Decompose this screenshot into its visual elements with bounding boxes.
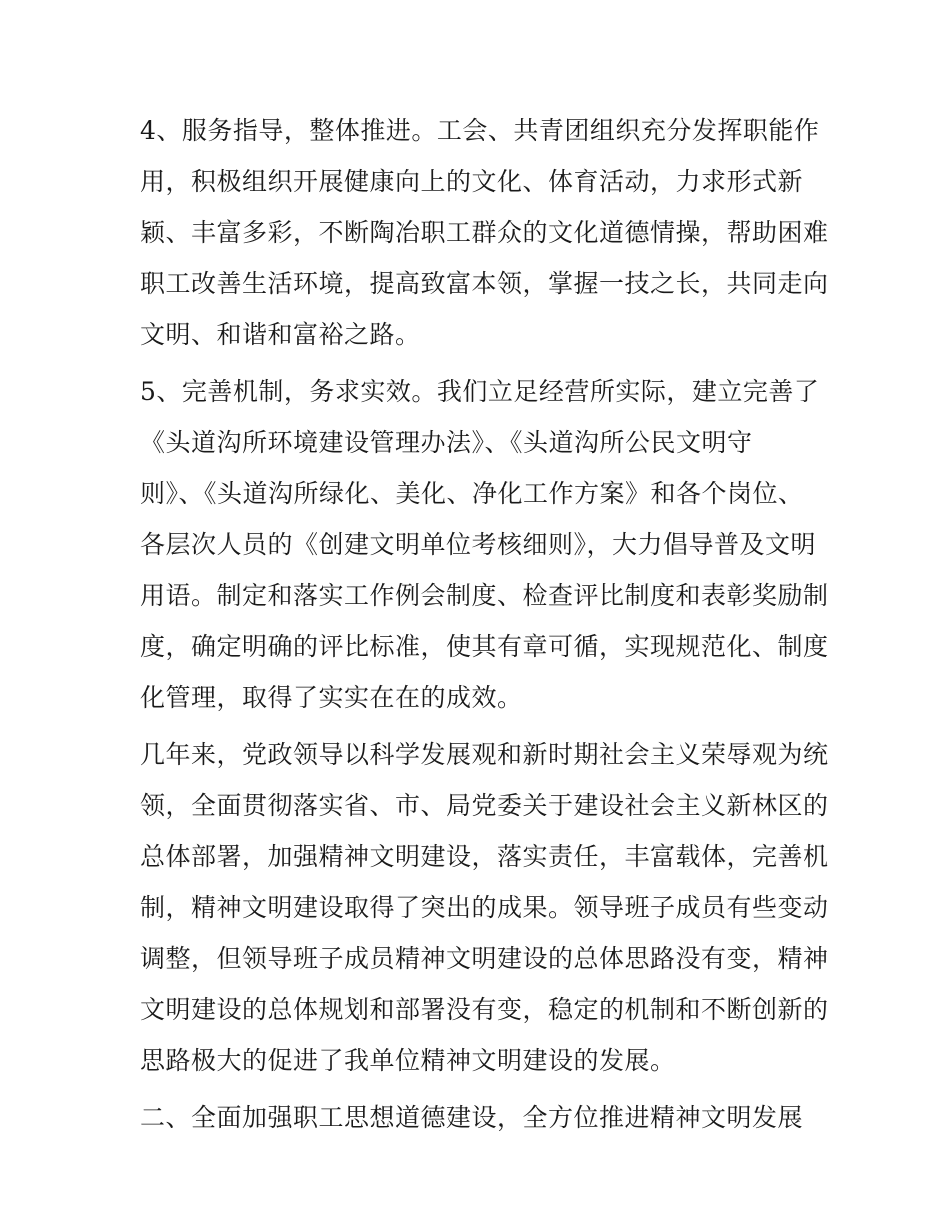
section-heading-2 <box>140 1092 820 1143</box>
text-line: 文明建设的总体规划和部署没有变，稳定的机制和不断创新的 <box>140 995 829 1024</box>
text-line: 化管理，取得了实实在在的成效。 <box>140 683 523 712</box>
text-line: 5、完善机制，务求实效。我们立足经营所实际，建立完善了 <box>140 377 820 406</box>
text-line: 职工改善生活环境，提高致富本领，掌握一技之长，共同走向 <box>140 269 829 298</box>
text-line: 总体部署，加强精神文明建设，落实责任，丰富载体，完善机 <box>140 842 829 871</box>
text-line: 用语。制定和落实工作例会制度、检查评比制度和表彰奖励制 <box>140 581 829 610</box>
text-line: 颖、丰富多彩，不断陶冶职工群众的文化道德情操，帮助困难 <box>140 218 829 247</box>
heading-line: 二、全面加强职工思想道德建设，全方位推进精神文明发展 <box>140 1103 804 1132</box>
paragraph-recent-years <box>140 729 829 1086</box>
text-line: 制，精神文明建设取得了突出的成果。领导班子成员有些变动 <box>140 893 829 922</box>
text-line: 《头道沟所环境建设管理办法》、《头道沟所公民文明守 <box>140 428 753 457</box>
text-line: 调整，但领导班子成员精神文明建设的总体思路没有变，精神 <box>140 944 829 973</box>
text-line: 文明、和谐和富裕之路。 <box>140 320 421 349</box>
text-line: 思路极大的促进了我单位精神文明建设的发展。 <box>140 1046 676 1075</box>
paragraph-improve-mechanism <box>140 366 829 723</box>
paragraph-service-guidance <box>140 105 829 360</box>
text-line: 领，全面贯彻落实省、市、局党委关于建设社会主义新林区的 <box>140 791 829 820</box>
document-body <box>140 105 829 1149</box>
text-line: 用，积极组织开展健康向上的文化、体育活动，力求形式新 <box>140 167 804 196</box>
text-line: 则》、《头道沟所绿化、美化、净化工作方案》和各个岗位、 <box>140 479 804 508</box>
text-line: 几年来，党政领导以科学发展观和新时期社会主义荣辱观为统 <box>140 740 829 769</box>
text-line: 度，确定明确的评比标准，使其有章可循，实现规范化、制度 <box>140 632 829 661</box>
text-line: 4、服务指导，整体推进。工会、共青团组织充分发挥职能作 <box>140 116 820 145</box>
text-line: 各层次人员的《创建文明单位考核细则》，大力倡导普及文明 <box>140 530 817 559</box>
